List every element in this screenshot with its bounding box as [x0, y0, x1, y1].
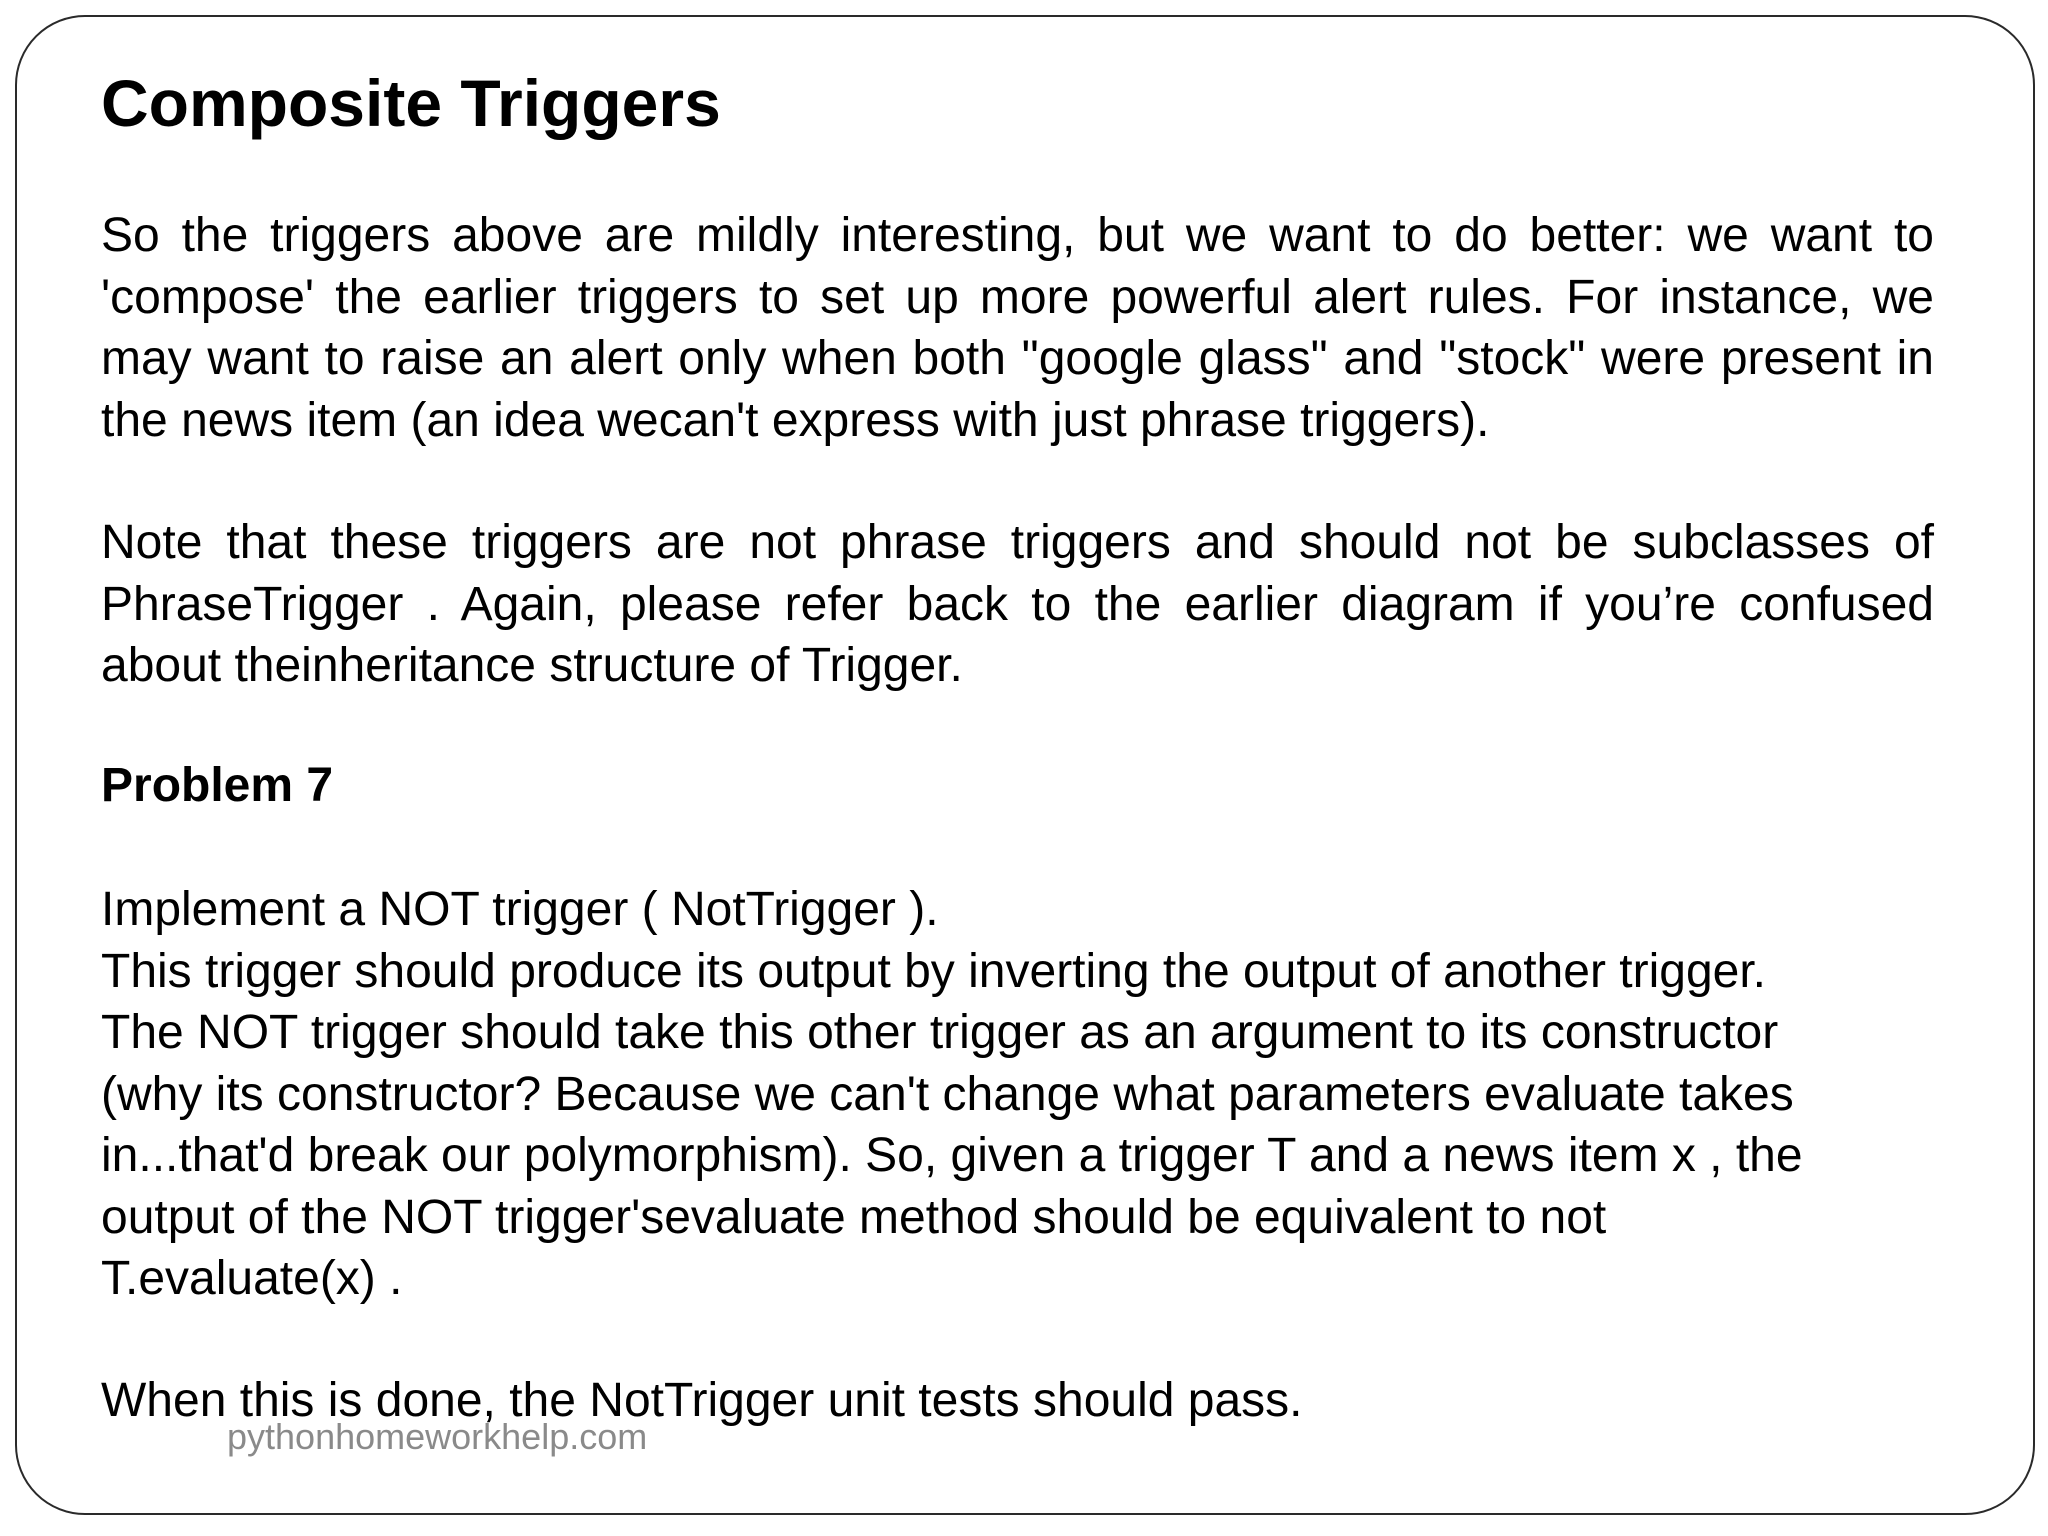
- problem-line: in...that'd break our polymorphism). So, given a trigger T and a news item x , the: [101, 1129, 1803, 1182]
- watermark-text: pythonhomeworkhelp.com: [227, 1416, 648, 1457]
- problem-line: output of the NOT trigger'sevaluate method should be equivalent to not: [101, 1190, 1607, 1244]
- intro-paragraph: So the triggers above are mildly interesting, but we want to do better: we want to 'compose' the earlier triggers to set up more powerful alert rules. For instance, we may want to raise an alert only when both "google glass" and "stock" were present in the news item (an idea wecan't express with just phrase triggers).: [101, 209, 1934, 447]
- problem-line: T.evaluate(x) .: [101, 1252, 403, 1305]
- problem-description: [101, 879, 1934, 1310]
- problem-line: Implement a NOT trigger ( NotTrigger ).: [101, 883, 939, 936]
- problem-line: (why its constructor? Because we can't change what parameters evaluate takes: [101, 1067, 1794, 1121]
- closing-sentence: When this is done, the NotTrigger unit tests should pass.: [101, 1374, 1303, 1427]
- problem-line: The NOT trigger should take this other trigger as an argument to its constructor: [101, 1006, 1779, 1059]
- slide-title: Composite Triggers: [101, 66, 721, 140]
- note-paragraph: Note that these triggers are not phrase triggers and should not be subclasses of PhraseTrigger . Again, please refer back to the earlier diagram if you’re confused about theinheritance structure of Trigger.: [101, 516, 1934, 692]
- problem-heading: Problem 7: [101, 759, 334, 812]
- problem-line: This trigger should produce its output by inverting the output of another trigger.: [101, 944, 1766, 998]
